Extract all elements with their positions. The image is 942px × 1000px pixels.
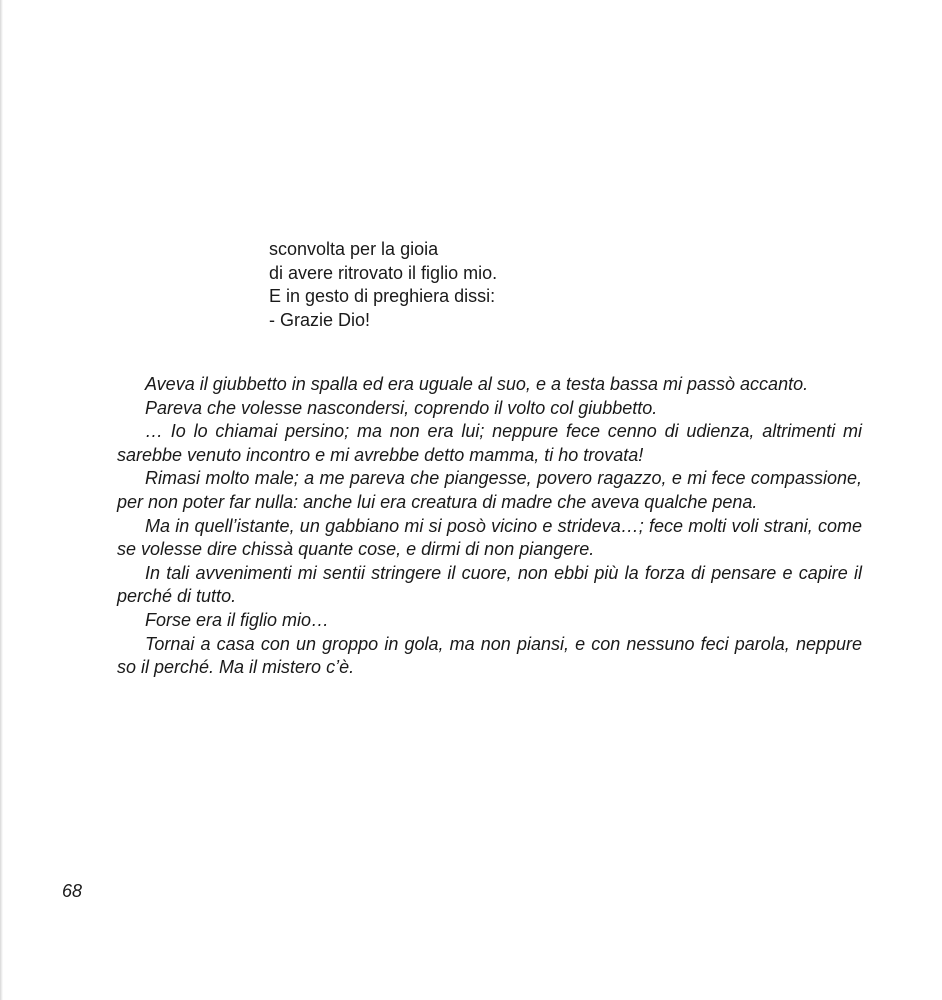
prose-paragraph: … Io lo chiamai persino; ma non era lui; neppure fece cenno di udienza, altrimenti mi sarebbe venuto incontro e mi avrebbe detto mamma, ti ho trovata!	[117, 421, 862, 465]
prose-paragraph: Rimasi molto male; a me pareva che piangesse, povero ragazzo, e mi fece compassione, per non poter far nulla: anche lui era creatura di madre che aveva qualche pena.	[117, 468, 862, 512]
poem-line: E in gesto di preghiera dissi:	[269, 286, 496, 306]
poem-block	[269, 238, 497, 332]
prose-paragraph: Tornai a casa con un groppo in gola, ma non piansi, e con nessuno feci parola, neppure so il perché. Ma il mistero c’è.	[117, 633, 862, 678]
poem-line: - Grazie Dio!	[269, 309, 371, 330]
prose-paragraph: Ma in quell’istante, un gabbiano mi si posò vicino e strideva…; fece molti voli strani, come se volesse dire chissà quante cose, e dirmi di non piangere.	[117, 515, 862, 560]
prose-paragraph: Pareva che volesse nascondersi, coprendo il volto col giubbetto.	[145, 397, 658, 418]
prose-paragraph: Forse era il figlio mio…	[145, 609, 330, 630]
page-number: 68	[62, 881, 83, 901]
poem-line: sconvolta per la gioia	[269, 239, 439, 259]
page-edge-shadow	[0, 0, 3, 1000]
prose-paragraph: In tali avvenimenti mi sentii stringere il cuore, non ebbi più la forza di pensare e capire il perché di tutto.	[117, 562, 862, 607]
prose-block	[117, 373, 862, 680]
poem-line: di avere ritrovato il figlio mio.	[269, 262, 498, 283]
prose-paragraph: Aveva il giubbetto in spalla ed era uguale al suo, e a testa bassa mi passò accanto.	[145, 374, 809, 394]
